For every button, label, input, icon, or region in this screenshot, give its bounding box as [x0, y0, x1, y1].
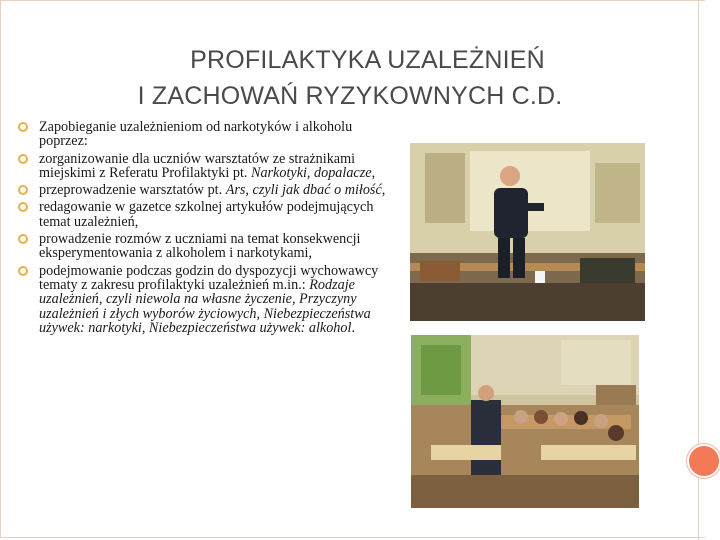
title-line-2: I ZACHOWAŃ RYZYKOWNYCH C.D.	[137, 82, 563, 110]
bullet-icon	[18, 234, 28, 244]
bullet-icon	[18, 185, 28, 195]
list-item	[14, 152, 404, 181]
item-tail: ,	[371, 164, 376, 181]
item-text: redagowanie w gazetce szkolnej artykułów podejmujących temat uzależnień,	[39, 199, 374, 230]
photo-speaker	[410, 143, 645, 321]
list-item	[14, 120, 404, 149]
item-emphasis: Ars, czyli jak dbać o miłość	[225, 182, 382, 199]
bullet-icon	[18, 202, 28, 212]
item-emphasis: Narkotyki, dopalacze	[250, 164, 372, 181]
item-text: podejmowanie podczas godzin do dyspozycji wychowawcy tematy z zakresu profilaktyki uzależnień m.in.:	[39, 262, 379, 293]
bullet-icon	[18, 122, 28, 132]
item-tail: ,	[381, 182, 386, 199]
item-text: zorganizowanie dla uczniów warsztatów ze strażnikami miejskimi z Referatu Profilaktyki pt.	[39, 150, 356, 181]
item-text: Zapobieganie uzależnieniom od narkotyków i alkoholu poprzez:	[39, 119, 353, 150]
item-text: prowadzenie rozmów z uczniami na temat konsekwencji eksperymentowania z alkoholem i narkotykami,	[39, 231, 361, 262]
slide-title	[60, 42, 640, 114]
bullet-icon	[18, 154, 28, 164]
item-tail: .	[351, 319, 355, 336]
list-item	[14, 264, 404, 335]
item-emphasis: Rodzaje uzależnień, czyli niewola na własne życzenie, Przyczyny uzależnień i złych wyborów życiowych, Niebezpieczeństwa używek: narkotyki, Niebezpieczeństwa używek: alkohol	[39, 276, 371, 336]
item-text: przeprowadzenie warsztatów pt.	[39, 182, 226, 199]
bullet-icon	[18, 266, 28, 276]
list-item	[14, 200, 404, 229]
bullet-list	[14, 120, 404, 338]
decorative-circle	[687, 444, 720, 478]
list-item	[14, 232, 404, 261]
list-item	[14, 183, 404, 197]
title-line-1: PROFILAKTYKA UZALEŻNIEŃ	[190, 46, 545, 74]
photo-classroom	[411, 335, 639, 508]
